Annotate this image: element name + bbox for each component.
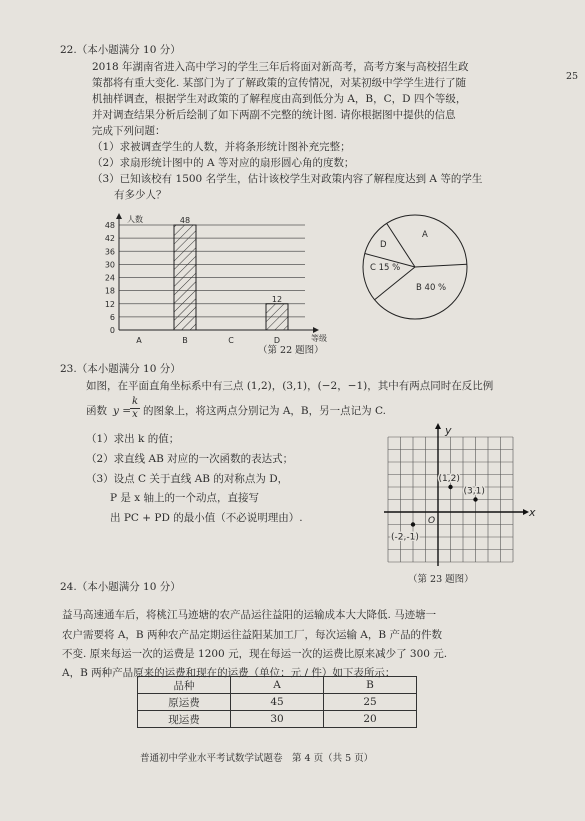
q23-line-2a: 函数 bbox=[86, 405, 107, 417]
table-row bbox=[138, 694, 417, 711]
q23-formula-numerator: k bbox=[131, 396, 139, 407]
q23-formula-lhs: y = bbox=[113, 405, 132, 417]
q23-formula-denominator: x bbox=[132, 409, 138, 420]
table-header-cell: A bbox=[231, 677, 324, 694]
q23-line-2b: 的图象上，将这两点分别记为 A，B，另一点记为 C. bbox=[143, 405, 386, 417]
q23-sub-3a: （3）设点 C 关于直线 AB 的对称点为 D， bbox=[86, 473, 289, 485]
table-header-row bbox=[138, 677, 417, 694]
bar-data-label: 12 bbox=[271, 294, 283, 304]
q22-sub-1: （1）求被调查学生的人数，并将条形统计图补充完整； bbox=[92, 141, 351, 153]
point-label: (3,1) bbox=[463, 486, 485, 497]
bar bbox=[266, 304, 288, 330]
table-header-cell: 品种 bbox=[138, 677, 231, 694]
table-cell: 45 bbox=[231, 694, 324, 711]
x-tick-label: C bbox=[228, 336, 234, 345]
table-cell: 现运费 bbox=[138, 711, 231, 728]
y-axis-arrow bbox=[116, 213, 122, 219]
y-tick-label: 6 bbox=[109, 312, 115, 322]
table-cell: 20 bbox=[324, 711, 417, 728]
q22-header: 22.（本小题满分 10 分） bbox=[60, 44, 181, 56]
q22-line-4: 并对调查结果分析后绘制了如下两副不完整的统计图. 请你根据图中提供的信息 bbox=[92, 109, 456, 121]
q22-line-1: 2018 年湖南省进入高中学习的学生三年后将面对新高考，高考方案与高校招生政 bbox=[92, 61, 469, 73]
q22-figure-caption: （第 22 题图） bbox=[258, 345, 324, 356]
page-footer: 普通初中学业水平考试数学试题卷 第 4 页（共 5 页） bbox=[140, 753, 374, 764]
table-cell: 原运费 bbox=[138, 694, 231, 711]
q24-line-4: A，B 两种产品原来的运费和现在的运费（单位：元 / 件）如下表所示： bbox=[62, 667, 396, 679]
bar-chart bbox=[95, 204, 335, 352]
table-row bbox=[138, 711, 417, 728]
y-tick-label: 36 bbox=[104, 247, 115, 257]
point-label: (1,2) bbox=[438, 474, 460, 484]
pie-slice-label: D bbox=[380, 240, 387, 250]
q22-sub-3-cont: 有多少人？ bbox=[114, 189, 167, 201]
side-page-number: 25 bbox=[566, 71, 579, 82]
x-axis-label: 等级 bbox=[311, 334, 327, 343]
pie-slice-label: A bbox=[422, 230, 428, 240]
q22-sub-3: （3）已知该校有 1500 名学生，估计该校学生对政策内容了解程度达到 A 等的学生 bbox=[92, 173, 483, 185]
q23-figure-caption: （第 23 题图） bbox=[408, 574, 474, 585]
origin-label: O bbox=[428, 516, 436, 526]
x-axis-label: x bbox=[529, 506, 536, 519]
q22-line-3: 机抽样调查，根据学生对政策的了解程度由高到低分为 A，B，C，D 四个等级， bbox=[92, 93, 467, 105]
point-marker bbox=[411, 522, 415, 526]
q23-sub-3b: P 是 x 轴上的一个动点，直接写 bbox=[110, 492, 259, 504]
point-label: (-2,-1) bbox=[391, 532, 419, 543]
point-marker bbox=[448, 485, 452, 489]
q24-line-2: 农户需要将 A，B 两种农产品定期运往益阳某加工厂，每次运输 A，B 产品的件数 bbox=[62, 629, 442, 641]
y-tick-label: 24 bbox=[104, 273, 115, 283]
x-axis-arrow bbox=[313, 327, 319, 333]
pie-slice-label: B 40 % bbox=[416, 283, 447, 293]
y-axis-label: 人数 bbox=[127, 215, 143, 224]
table-header-cell: B bbox=[324, 677, 417, 694]
pie-slice-label: C 15 % bbox=[370, 263, 401, 273]
q24-line-3: 不变. 原来每运一次的运费是 1200 元，现在每运一次的运费比原来减少了 300 元. bbox=[62, 648, 448, 660]
bar-data-label: 48 bbox=[179, 216, 191, 225]
bar bbox=[174, 225, 196, 330]
coordinate-grid bbox=[362, 412, 542, 582]
table-cell: 25 bbox=[324, 694, 417, 711]
x-tick-label: A bbox=[136, 336, 142, 345]
pie-chart bbox=[358, 210, 473, 325]
q22-line-2: 策都将有重大变化. 某部门为了了解政策的宣传情况，对某初级中学学生进行了随 bbox=[92, 77, 467, 89]
q23-line-1: 如图，在平面直角坐标系中有三点 (1,2)，(3,1)，(−2，−1)，其中有两点同时在反比例 bbox=[86, 380, 494, 392]
q22-line-5: 完成下列问题： bbox=[92, 125, 166, 137]
y-tick-label: 12 bbox=[104, 299, 115, 309]
q23-sub-3c: 出 PC + PD 的最小值（不必说明理由）. bbox=[110, 512, 303, 524]
q23-sub-2: （2）求直线 AB 对应的一次函数的表达式； bbox=[86, 453, 294, 465]
y-tick-label: 30 bbox=[104, 260, 115, 270]
table-cell: 30 bbox=[231, 711, 324, 728]
y-tick-label: 0 bbox=[109, 326, 115, 335]
q23-formula-fraction bbox=[130, 396, 140, 421]
y-axis-label: y bbox=[445, 424, 452, 437]
q23-sub-1: （1）求出 k 的值； bbox=[86, 433, 180, 445]
q23-header: 23.（本小题满分 10 分） bbox=[60, 363, 181, 375]
q22-sub-2: （2）求扇形统计图中的 A 等对应的扇形圆心角的度数； bbox=[92, 157, 355, 169]
y-tick-label: 48 bbox=[104, 221, 115, 230]
y-tick-label: 18 bbox=[104, 286, 115, 296]
x-tick-label: B bbox=[182, 336, 188, 345]
y-axis-arrow bbox=[435, 423, 441, 429]
freight-table bbox=[137, 676, 417, 728]
point-marker bbox=[473, 497, 477, 501]
q24-header: 24.（本小题满分 10 分） bbox=[60, 581, 181, 593]
y-tick-label: 42 bbox=[104, 234, 115, 244]
x-tick-label: D bbox=[273, 336, 281, 345]
pie-slice-boundary bbox=[415, 264, 467, 267]
q24-line-1: 益马高速通车后，将桃江马迹塘的农产品运往益阳的运输成本大大降低. 马迹塘一 bbox=[62, 609, 437, 621]
